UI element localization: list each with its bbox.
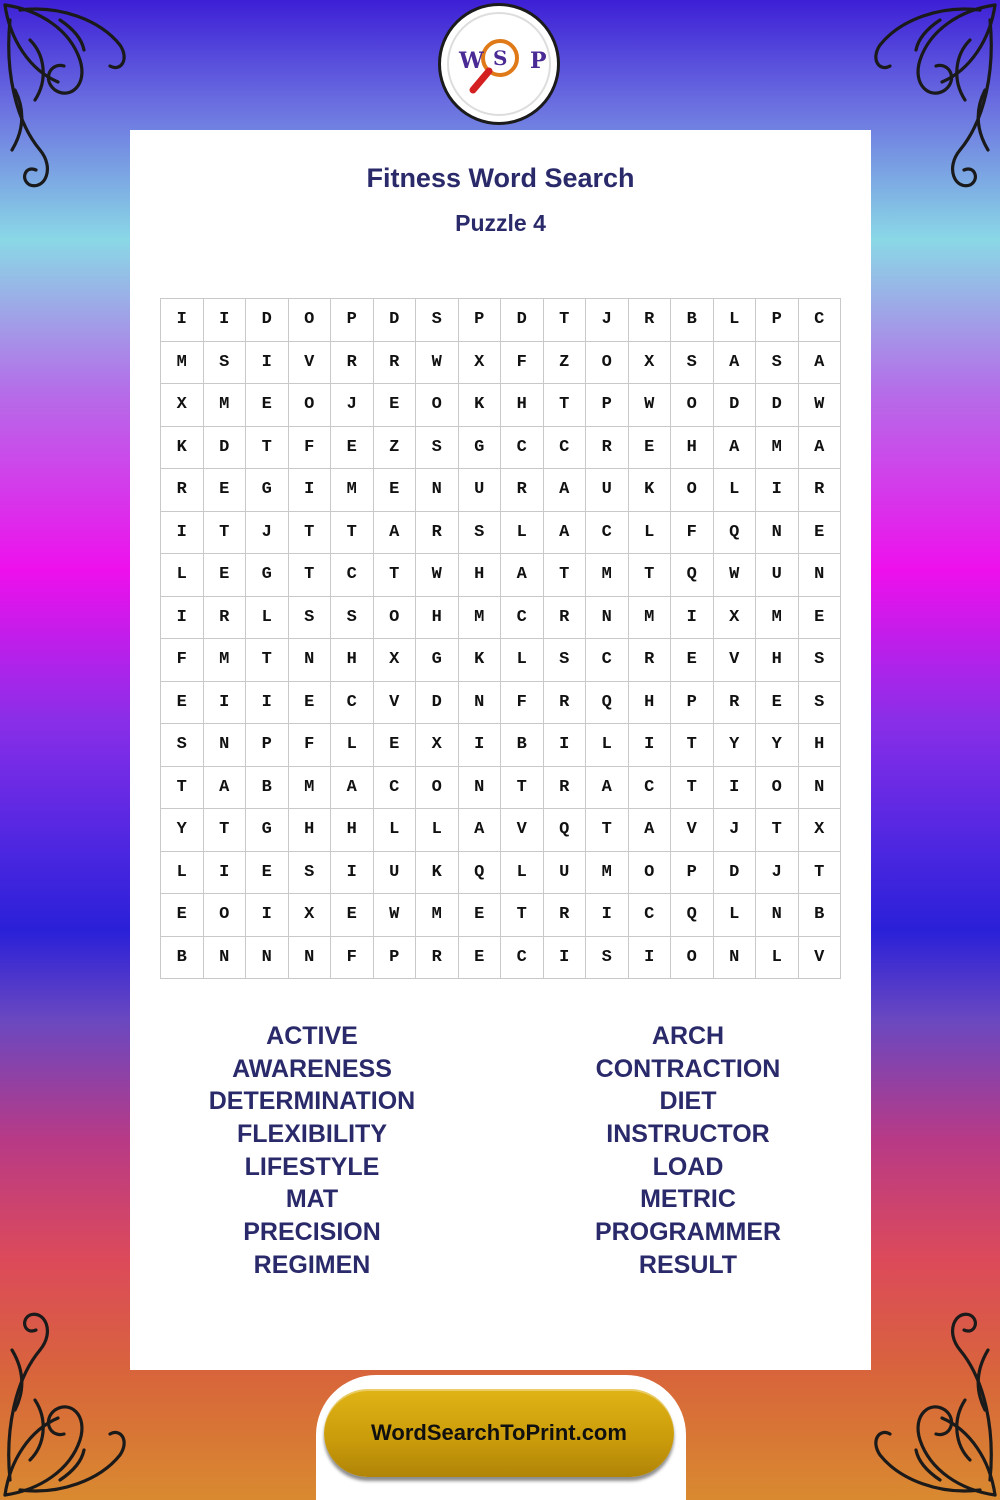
grid-cell[interactable]: R [544,767,587,810]
grid-cell[interactable]: K [416,852,459,895]
grid-cell[interactable]: T [544,299,587,342]
grid-cell[interactable]: K [161,427,204,470]
grid-cell[interactable]: C [374,767,417,810]
grid-cell[interactable]: Q [544,809,587,852]
grid-cell[interactable]: W [799,384,842,427]
grid-cell[interactable]: Y [756,724,799,767]
grid-cell[interactable]: E [331,427,374,470]
grid-cell[interactable]: L [586,724,629,767]
grid-cell[interactable]: S [544,639,587,682]
word-item: ARCH [651,1022,725,1050]
grid-cell[interactable]: G [246,809,289,852]
grid-cell[interactable]: H [459,554,502,597]
grid-cell[interactable]: A [204,767,247,810]
word-item: LOAD [652,1152,724,1181]
grid-cell[interactable]: O [671,469,714,512]
grid-cell[interactable]: X [374,639,417,682]
grid-cell[interactable]: X [289,894,332,937]
grid-cell[interactable]: S [799,639,842,682]
grid-cell[interactable]: P [671,682,714,725]
grid-cell[interactable]: Q [671,894,714,937]
grid-cell[interactable]: R [416,937,459,980]
grid-cell[interactable]: L [501,639,544,682]
grid-cell[interactable]: T [544,554,587,597]
grid-cell[interactable]: F [331,937,374,980]
logo-letter: P [530,48,547,74]
grid-cell[interactable]: A [586,767,629,810]
grid-cell[interactable]: S [204,342,247,385]
grid-cell[interactable]: P [459,299,502,342]
grid-cell[interactable]: C [799,299,842,342]
grid-cell[interactable]: E [799,597,842,640]
grid-cell[interactable]: L [629,512,672,555]
ornament-flourish-icon [850,1290,1000,1500]
grid-cell[interactable]: V [714,639,757,682]
grid-cell[interactable]: C [501,427,544,470]
grid-cell[interactable]: S [671,342,714,385]
grid-cell[interactable]: X [459,342,502,385]
grid-cell[interactable]: I [586,894,629,937]
word-item: AWARENESS [232,1054,392,1083]
grid-cell[interactable]: U [544,852,587,895]
grid-cell[interactable]: M [331,469,374,512]
grid-cell[interactable]: A [544,469,587,512]
grid-cell[interactable]: G [459,427,502,470]
grid-cell[interactable]: T [501,894,544,937]
grid-cell[interactable]: F [671,512,714,555]
grid-cell[interactable]: C [629,767,672,810]
word-item: RESULT [638,1250,738,1279]
grid-cell[interactable]: P [374,937,417,980]
grid-cell[interactable]: I [331,852,374,895]
grid-cell[interactable]: M [204,639,247,682]
grid-cell[interactable]: I [204,299,247,342]
grid-cell[interactable]: J [331,384,374,427]
grid-cell[interactable]: T [246,639,289,682]
grid-cell[interactable]: R [161,469,204,512]
grid-cell[interactable]: O [586,342,629,385]
grid-cell[interactable]: E [161,894,204,937]
grid-cell[interactable]: D [374,299,417,342]
grid-cell[interactable]: H [799,724,842,767]
grid-cell[interactable]: R [416,512,459,555]
logo-letter: S [493,46,508,70]
word-item: FLEXIBILITY [237,1120,387,1149]
grid-cell[interactable]: Q [714,512,757,555]
grid-cell[interactable]: R [629,639,672,682]
grid-cell[interactable]: A [544,512,587,555]
grid-cell[interactable]: L [416,809,459,852]
grid-cell[interactable]: N [714,937,757,980]
grid-cell[interactable]: D [416,682,459,725]
grid-cell[interactable]: H [671,427,714,470]
grid-cell[interactable]: E [374,724,417,767]
grid-cell[interactable]: O [756,767,799,810]
grid-cell[interactable]: L [714,894,757,937]
grid-cell[interactable]: E [204,469,247,512]
grid-cell[interactable]: C [331,554,374,597]
grid-cell[interactable]: T [204,809,247,852]
grid-cell[interactable]: S [331,597,374,640]
ornament-flourish-icon [0,1290,150,1500]
grid-cell[interactable]: C [629,894,672,937]
grid-cell[interactable]: N [586,597,629,640]
grid-cell[interactable]: M [629,597,672,640]
grid-cell[interactable]: A [374,512,417,555]
grid-cell[interactable]: E [629,427,672,470]
grid-cell[interactable]: I [714,767,757,810]
grid-cell[interactable]: H [756,639,799,682]
grid-cell[interactable]: E [246,852,289,895]
grid-cell[interactable]: N [289,937,332,980]
grid-cell[interactable]: L [161,554,204,597]
grid-cell[interactable]: B [161,937,204,980]
grid-cell[interactable]: O [289,299,332,342]
grid-cell[interactable]: A [799,427,842,470]
word-item: ACTIVE [266,1022,358,1050]
grid-cell[interactable]: T [289,554,332,597]
grid-cell[interactable]: M [161,342,204,385]
word-item: LIFESTYLE [244,1152,380,1181]
grid-cell[interactable]: A [714,342,757,385]
grid-cell[interactable]: E [756,682,799,725]
grid-cell[interactable]: L [331,724,374,767]
grid-cell[interactable]: I [161,299,204,342]
grid-cell[interactable]: N [799,767,842,810]
grid-cell[interactable]: I [161,597,204,640]
grid-cell[interactable]: S [289,852,332,895]
grid-cell[interactable]: C [501,937,544,980]
grid-cell[interactable]: L [714,469,757,512]
grid-cell[interactable]: L [161,852,204,895]
grid-cell[interactable]: D [714,384,757,427]
grid-cell[interactable]: O [416,767,459,810]
grid-cell[interactable]: A [331,767,374,810]
grid-cell[interactable]: H [289,809,332,852]
grid-cell[interactable]: U [756,554,799,597]
grid-cell[interactable]: M [586,554,629,597]
grid-cell[interactable]: M [459,597,502,640]
grid-cell[interactable]: R [799,469,842,512]
grid-cell[interactable]: E [204,554,247,597]
grid-cell[interactable]: E [459,937,502,980]
grid-cell[interactable]: G [246,554,289,597]
grid-cell[interactable]: L [756,937,799,980]
grid-cell[interactable]: U [374,852,417,895]
grid-cell[interactable]: S [289,597,332,640]
word-item: INSTRUCTOR [606,1120,770,1149]
logo-ring [447,12,551,116]
grid-cell[interactable]: G [416,639,459,682]
grid-cell[interactable]: S [416,299,459,342]
puzzle-subtitle: Puzzle 4 [455,210,546,236]
grid-cell[interactable]: M [204,384,247,427]
word-item: MAT [285,1185,339,1214]
grid-cell[interactable]: D [501,299,544,342]
grid-cell[interactable]: U [586,469,629,512]
grid-cell[interactable]: J [714,809,757,852]
grid-cell[interactable]: I [289,469,332,512]
grid-cell[interactable]: H [416,597,459,640]
grid-cell[interactable]: L [246,597,289,640]
grid-cell[interactable]: V [501,809,544,852]
grid-cell[interactable]: B [246,767,289,810]
grid-cell[interactable]: R [331,342,374,385]
grid-cell[interactable]: N [289,639,332,682]
grid-cell[interactable]: U [459,469,502,512]
grid-cell[interactable]: C [501,597,544,640]
grid-cell[interactable]: C [586,512,629,555]
ornament-flourish-icon [0,0,150,210]
grid-cell[interactable]: V [671,809,714,852]
grid-cell[interactable]: K [629,469,672,512]
grid-cell[interactable]: J [756,852,799,895]
grid-cell[interactable]: S [799,682,842,725]
grid-cell[interactable]: G [246,469,289,512]
grid-cell[interactable]: X [629,342,672,385]
grid-cell[interactable]: R [544,894,587,937]
grid-cell[interactable]: X [714,597,757,640]
grid-cell[interactable]: I [246,894,289,937]
grid-cell[interactable]: T [331,512,374,555]
grid-cell[interactable]: T [586,809,629,852]
grid-cell[interactable]: R [374,342,417,385]
grid-cell[interactable]: Y [161,809,204,852]
grid-cell[interactable]: P [246,724,289,767]
grid-cell[interactable]: F [289,724,332,767]
grid-cell[interactable]: M [586,852,629,895]
grid-cell[interactable]: N [204,724,247,767]
grid-cell[interactable]: S [161,724,204,767]
grid-cell[interactable]: V [799,937,842,980]
grid-cell[interactable]: L [374,809,417,852]
grid-cell[interactable]: J [246,512,289,555]
grid-cell[interactable]: X [799,809,842,852]
grid-cell[interactable]: N [204,937,247,980]
grid-cell[interactable]: W [374,894,417,937]
grid-cell[interactable]: J [586,299,629,342]
word-item: CONTRACTION [595,1054,781,1083]
grid-cell[interactable]: Z [374,427,417,470]
grid-cell[interactable]: I [629,937,672,980]
grid-cell[interactable]: F [501,342,544,385]
grid-cell[interactable]: W [416,342,459,385]
puzzle-panel [130,130,871,1370]
grid-cell[interactable]: E [799,512,842,555]
grid-cell[interactable]: N [459,767,502,810]
grid-cell[interactable]: M [756,597,799,640]
grid-cell[interactable]: T [671,724,714,767]
word-item: DETERMINATION [208,1087,416,1116]
grid-cell[interactable]: H [331,809,374,852]
grid-cell[interactable]: N [756,894,799,937]
grid-cell[interactable]: R [544,682,587,725]
word-list-right [538,1020,838,1282]
grid-cell[interactable]: A [799,342,842,385]
grid-cell[interactable]: W [714,554,757,597]
grid-cell[interactable]: O [671,937,714,980]
grid-cell[interactable]: N [459,682,502,725]
grid-cell[interactable]: P [671,852,714,895]
grid-cell[interactable]: L [714,299,757,342]
grid-cell[interactable]: I [544,937,587,980]
grid-cell[interactable]: I [544,724,587,767]
grid-cell[interactable]: B [671,299,714,342]
site-link-button[interactable]: WordSearchToPrint.com [324,1389,674,1477]
grid-cell[interactable]: M [289,767,332,810]
grid-cell[interactable]: D [714,852,757,895]
grid-cell[interactable]: T [671,767,714,810]
grid-cell[interactable]: R [501,469,544,512]
grid-cell[interactable]: D [246,299,289,342]
grid-cell[interactable]: T [204,512,247,555]
site-logo[interactable] [438,3,560,125]
grid-cell[interactable]: E [459,894,502,937]
grid-cell[interactable]: T [756,809,799,852]
grid-cell[interactable]: C [544,427,587,470]
grid-cell[interactable]: T [544,384,587,427]
grid-cell[interactable]: F [289,427,332,470]
grid-cell[interactable]: O [629,852,672,895]
grid-cell[interactable]: I [204,852,247,895]
grid-cell[interactable]: C [586,639,629,682]
footer-bar [316,1375,686,1500]
grid-cell[interactable]: R [204,597,247,640]
grid-cell[interactable]: E [161,682,204,725]
grid-cell[interactable]: E [374,384,417,427]
grid-cell[interactable]: L [501,512,544,555]
grid-cell[interactable]: B [799,894,842,937]
grid-cell[interactable]: T [161,767,204,810]
grid-cell[interactable]: T [246,427,289,470]
logo-letter: W [459,48,484,74]
grid-cell[interactable]: I [671,597,714,640]
word-item: REGIMEN [253,1250,371,1279]
grid-cell[interactable]: K [459,384,502,427]
grid-cell[interactable]: S [756,342,799,385]
grid-cell[interactable]: T [501,767,544,810]
word-list-left [162,1020,462,1282]
grid-cell[interactable]: K [459,639,502,682]
grid-cell[interactable]: X [161,384,204,427]
grid-cell[interactable]: R [714,682,757,725]
grid-cell[interactable]: E [374,469,417,512]
grid-cell[interactable]: A [459,809,502,852]
grid-cell[interactable]: C [331,682,374,725]
grid-cell[interactable]: O [289,384,332,427]
grid-cell[interactable]: T [799,852,842,895]
grid-cell[interactable]: H [629,682,672,725]
word-item: PRECISION [243,1218,381,1247]
grid-cell[interactable]: B [501,724,544,767]
grid-cell[interactable]: R [544,597,587,640]
grid-cell[interactable]: I [459,724,502,767]
grid-cell[interactable]: N [799,554,842,597]
grid-cell[interactable]: I [246,682,289,725]
letter-grid [160,298,841,979]
grid-cell[interactable]: D [756,384,799,427]
ornament-flourish-icon [850,0,1000,210]
grid-cell[interactable]: O [374,597,417,640]
grid-cell[interactable]: S [416,427,459,470]
grid-cell[interactable]: H [331,639,374,682]
grid-cell[interactable]: O [416,384,459,427]
grid-cell[interactable]: R [629,299,672,342]
word-item: DIET [659,1087,717,1116]
grid-cell[interactable]: W [629,384,672,427]
grid-cell[interactable]: L [501,852,544,895]
grid-cell[interactable]: I [246,342,289,385]
grid-cell[interactable]: N [756,512,799,555]
grid-cell[interactable]: D [204,427,247,470]
grid-cell[interactable]: Q [459,852,502,895]
grid-cell[interactable]: H [501,384,544,427]
grid-cell[interactable]: T [374,554,417,597]
grid-cell[interactable]: O [671,384,714,427]
grid-cell[interactable]: Q [671,554,714,597]
grid-cell[interactable]: Y [714,724,757,767]
grid-cell[interactable]: M [416,894,459,937]
grid-cell[interactable]: E [289,682,332,725]
grid-cell[interactable]: A [629,809,672,852]
grid-cell[interactable]: E [246,384,289,427]
grid-cell[interactable]: R [586,427,629,470]
grid-cell[interactable]: I [629,724,672,767]
grid-cell[interactable]: X [416,724,459,767]
grid-cell[interactable]: F [161,639,204,682]
grid-cell[interactable]: I [756,469,799,512]
word-item: METRIC [640,1185,736,1214]
grid-cell[interactable]: T [629,554,672,597]
grid-cell[interactable]: F [501,682,544,725]
grid-cell[interactable]: O [204,894,247,937]
grid-cell[interactable]: P [756,299,799,342]
grid-cell[interactable]: Z [544,342,587,385]
word-item: PROGRAMMER [594,1218,782,1247]
grid-cell[interactable]: P [586,384,629,427]
grid-cell[interactable]: W [416,554,459,597]
grid-cell[interactable]: V [374,682,417,725]
grid-cell[interactable]: E [671,639,714,682]
grid-cell[interactable]: V [289,342,332,385]
grid-cell[interactable]: I [204,682,247,725]
grid-cell[interactable]: E [331,894,374,937]
grid-cell[interactable]: I [161,512,204,555]
grid-cell[interactable]: A [714,427,757,470]
grid-cell[interactable]: N [246,937,289,980]
grid-cell[interactable]: S [459,512,502,555]
grid-cell[interactable]: Q [586,682,629,725]
grid-cell[interactable]: P [331,299,374,342]
grid-cell[interactable]: S [586,937,629,980]
grid-cell[interactable]: A [501,554,544,597]
puzzle-title: Fitness Word Search [366,163,635,193]
grid-cell[interactable]: M [756,427,799,470]
grid-cell[interactable]: N [416,469,459,512]
grid-cell[interactable]: T [289,512,332,555]
